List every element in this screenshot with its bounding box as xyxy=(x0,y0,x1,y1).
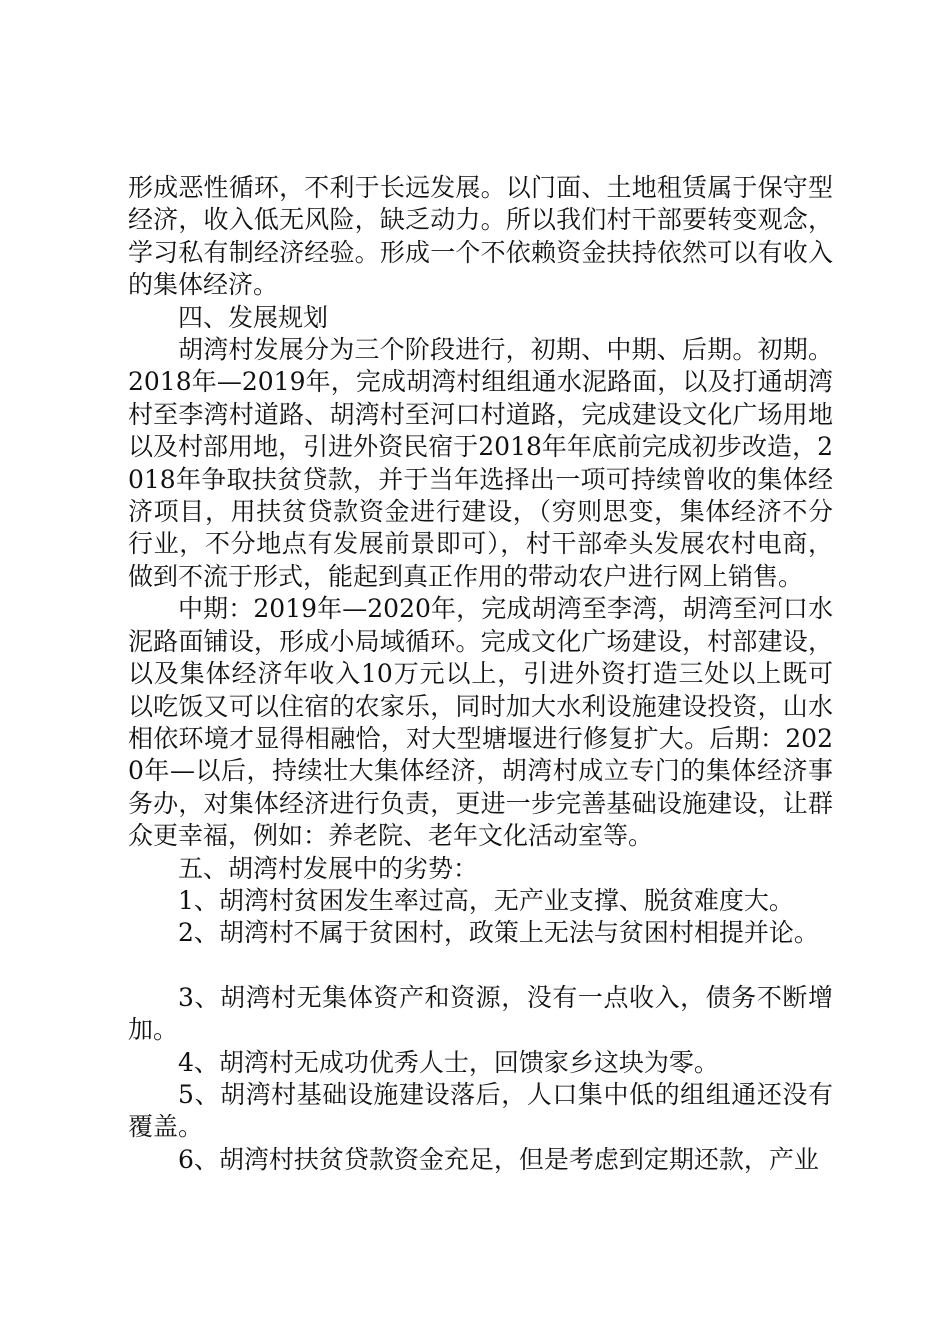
list-item-disadvantage-5: 5、胡湾村基础设施建设落后，人口集中低的组组通还没有覆盖。 xyxy=(128,1079,833,1142)
paragraph-early-stage: 胡湾村发展分为三个阶段进行，初期、中期、后期。初期。2018年—2019年，完成胡湾村组组通水泥路面，以及打通胡湾村至李湾村道路、胡湾村至河口村道路，完成建设文化广场用地以及村部用地，引进外资民宿于2018年年底前完成初步改造，2018年争取扶贫贷款，并于当年选择出一项可持续曾收的集体经济项目，用扶贫贷款资金进行建设，（穷则思变，集体经济不分行业，不分地点有发展前景即可），村干部牵头发展农村电商，做到不流于形式，能起到真正作用的带动农户进行网上销售。 xyxy=(128,335,833,591)
document-body xyxy=(128,172,833,1176)
list-item-disadvantage-6: 6、胡湾村扶贫贷款资金充足，但是考虑到定期还款，产业 xyxy=(178,1144,819,1174)
paragraph-middle-late-stage: 中期：2019年—2020年，完成胡湾至李湾，胡湾至河口水泥路面铺设，形成小局域循环。完成文化广场建设，村部建设，以及集体经济年收入10万元以上，引进外资打造三处以上既可以吃饭又可以住宿的农家乐，同时加大水利设施建设投资，山水相依环境才显得相融恰，对大型塘堰进行修复扩大。后期：2020年—以后，持续壮大集体经济，胡湾村成立专门的集体经济事务办，对集体经济进行负责，更进一步完善基础设施建设，让群众更幸福，例如：养老院、老年文化活动室等。 xyxy=(128,594,833,851)
list-item-disadvantage-1: 1、胡湾村贫困发生率过高，无产业支撑、脱贫难度大。 xyxy=(178,885,794,915)
heading-disadvantages: 五、胡湾村发展中的劣势： xyxy=(178,853,479,883)
list-item-disadvantage-2: 2、胡湾村不属于贫困村，政策上无法与贫困村相提并论。 xyxy=(178,918,819,948)
list-item-disadvantage-3: 3、胡湾村无集体资产和资源，没有一点收入，债务不断增加。 xyxy=(128,982,833,1045)
heading-development-plan: 四、发展规划 xyxy=(178,302,329,332)
blank-line xyxy=(128,950,833,982)
list-item-disadvantage-4: 4、胡湾村无成功优秀人士，回馈家乡这块为零。 xyxy=(178,1047,719,1077)
paragraph-economy-conclusion: 形成恶性循环，不利于长远发展。以门面、土地租赁属于保守型经济，收入低无风险，缺乏动力。所以我们村干部要转变观念，学习私有制经济经验。形成一个不依赖资金扶持依然可以有收入的集体经济。 xyxy=(128,173,833,300)
